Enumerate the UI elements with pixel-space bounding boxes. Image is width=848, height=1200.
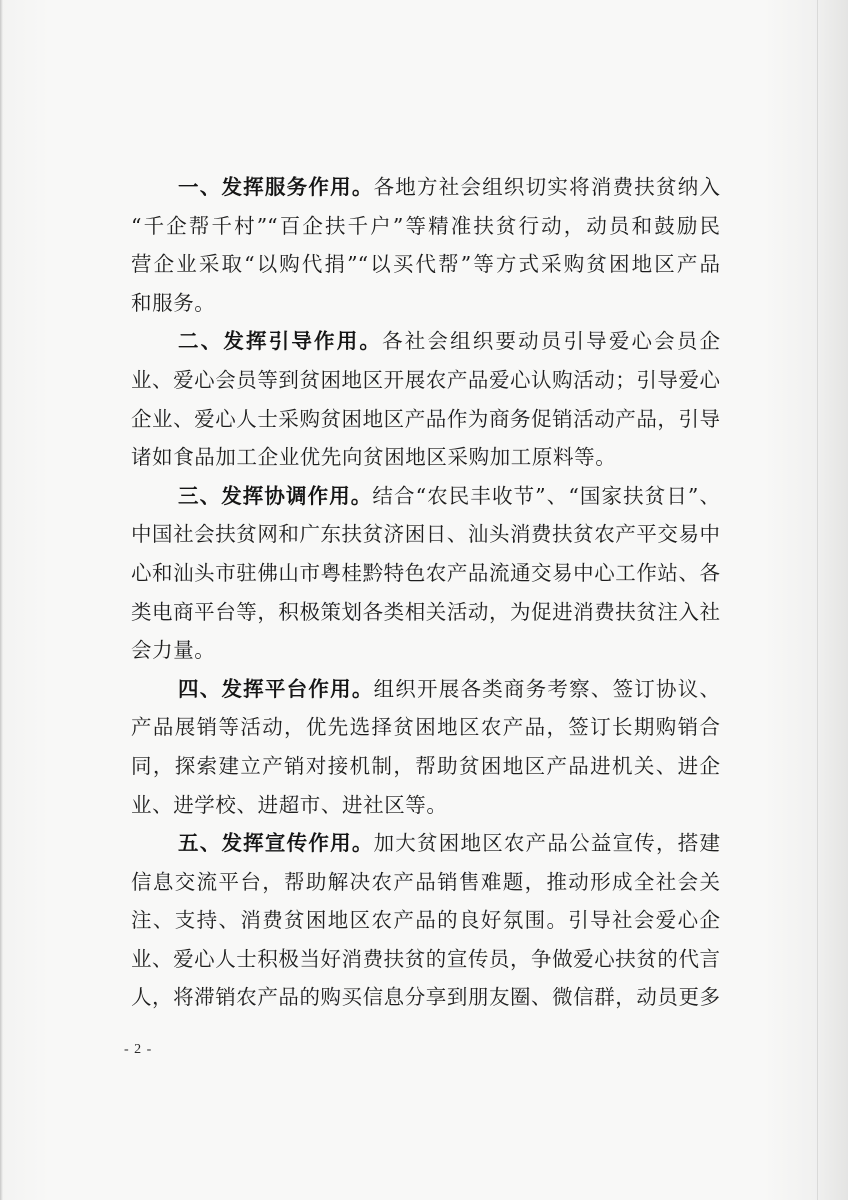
text-line: 和服务。 (131, 290, 216, 315)
paragraph-platform (131, 670, 720, 824)
section-heading: 四、发挥平台作用。 (178, 676, 374, 701)
section-heading: 五、发挥宣传作用。 (178, 831, 374, 856)
text-line: 企业、爱心人士采购贫困地区产品作为商务促销活动产品，引导 (131, 406, 720, 431)
text-line-content: 结合“农民丰收节”、“国家扶贫日”、 (372, 483, 720, 508)
text-line: 营企业采取“以购代捐”“以买代帮”等方式采购贫困地区产品 (131, 252, 720, 277)
text-line (131, 477, 720, 516)
document-body (131, 168, 720, 1017)
text-line: 诸如食品加工企业优先向贫困地区采购加工原料等。 (131, 445, 617, 470)
text-line: 注、支持、消费贫困地区农产品的良好氛围。引导社会爱心企 (131, 908, 720, 933)
text-line: 同，探索建立产销对接机制，帮助贫困地区产品进机关、进企 (131, 753, 720, 778)
paragraph-coordination (131, 477, 720, 670)
text-line: 产品展销等活动，优先选择贫困地区农产品，签订长期购销合 (131, 715, 720, 740)
text-line: 中国社会扶贫网和广东扶贫济困日、汕头消费扶贫农产平交易中 (131, 522, 720, 547)
section-heading: 三、发挥协调作用。 (178, 483, 373, 508)
text-line: “千企帮千村”“百企扶千户”等精准扶贫行动，动员和鼓励民 (131, 213, 720, 238)
text-line-content: 各社会组织要动员引导爱心会员企 (382, 329, 720, 354)
text-line-content: 加大贫困地区农产品公益宣传，搭建 (373, 831, 720, 856)
section-heading: 一、发挥服务作用。 (178, 175, 374, 199)
text-line (131, 322, 720, 361)
text-line: 业、爱心会员等到贫困地区开展农产品爱心认购活动；引导爱心 (131, 367, 720, 392)
page-number: - 2 - (124, 1042, 153, 1057)
text-line: 业、进学校、进超市、进社区等。 (131, 792, 448, 817)
scan-edge-shadow (0, 0, 3, 1200)
text-line: 类电商平台等，积极策划各类相关活动，为促进消费扶贫注入社 (131, 599, 720, 624)
text-line-content: 各地方社会组织切实将消费扶贫纳入 (373, 175, 720, 199)
text-line (131, 168, 720, 207)
text-line: 人，将滞销农产品的购买信息分享到朋友圈、微信群，动员更多 (131, 985, 720, 1010)
text-line-content: 组织开展各类商务考察、签订协议、 (373, 676, 720, 701)
paragraph-guidance (131, 322, 720, 476)
text-line: 心和汕头市驻佛山市粤桂黔特色农产品流通交易中心工作站、各 (131, 560, 720, 585)
text-line (131, 824, 720, 863)
text-line: 业、爱心人士积极当好消费扶贫的宣传员，争做爱心扶贫的代言 (131, 946, 720, 971)
text-line: 会力量。 (131, 638, 216, 663)
text-line (131, 670, 720, 709)
section-heading: 二、发挥引导作用。 (178, 329, 383, 354)
paragraph-service (131, 168, 720, 322)
paragraph-publicity (131, 824, 720, 1017)
text-line: 信息交流平台，帮助解决农产品销售难题，推动形成全社会关 (131, 869, 720, 894)
scan-edge-line (817, 0, 818, 1200)
